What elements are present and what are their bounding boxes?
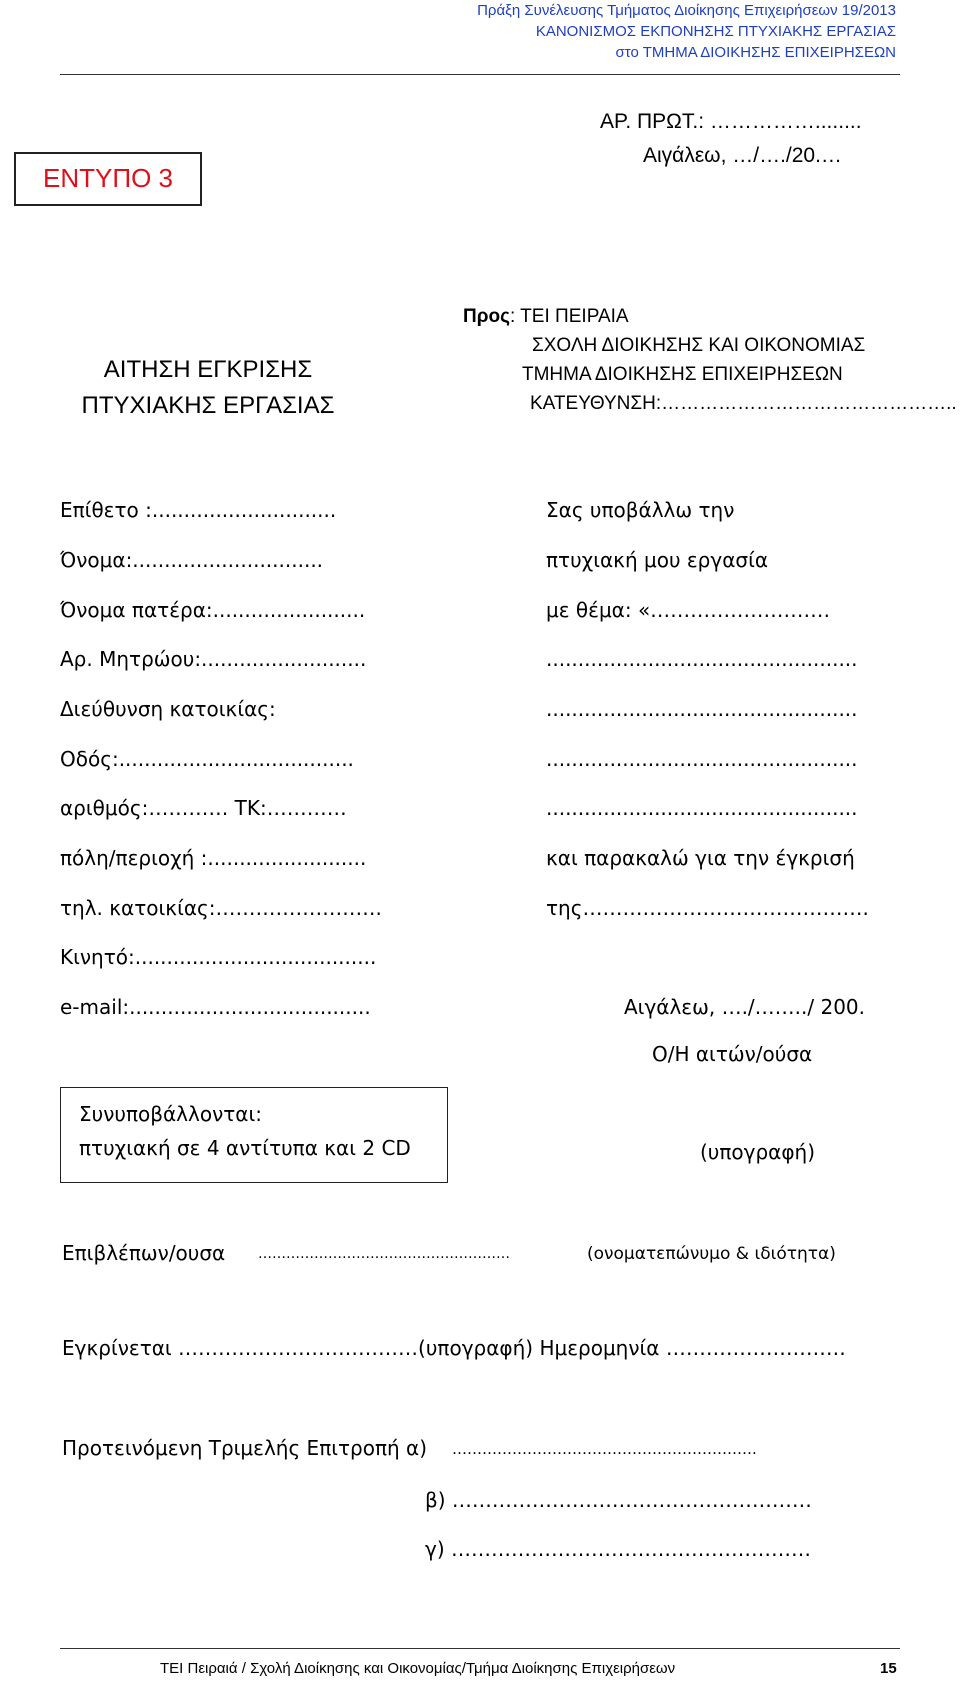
field-mobile: Κινητό:...................................... bbox=[60, 945, 377, 969]
request-line-3: με θέμα: «……………………… bbox=[546, 598, 831, 622]
header-line-2: ΚΑΝΟΝΙΣΜΟΣ ΕΚΠΟΝΗΣΗΣ ΠΤΥΧΙΑΚΗΣ ΕΡΓΑΣΙΑΣ bbox=[535, 23, 896, 40]
supervisor-label: Επιβλέπων/ουσα bbox=[62, 1241, 226, 1265]
form-label: ΕΝΤΥΠΟ 3 bbox=[42, 163, 174, 193]
field-email: e-mail:...................................... bbox=[60, 995, 371, 1019]
document-title bbox=[58, 352, 358, 424]
title-line-1: ΑΙΤΗΣΗ ΕΓΚΡΙΣΗΣ bbox=[103, 356, 313, 383]
protocol-date: Αιγάλεω, …/…./20.… bbox=[643, 144, 842, 167]
supervisor-hint: (ονοματεπώνυμο & ιδιότητα) bbox=[587, 1244, 836, 1264]
committee-member-b: β) ……………………………………………… bbox=[425, 1488, 812, 1512]
signature-placeholder: (υπογραφή) bbox=[700, 1140, 816, 1164]
field-surname: Επίθετο :............................. bbox=[60, 498, 337, 522]
recipient-institution: : ΤΕΙ ΠΕΙΡΑΙΑ bbox=[509, 306, 629, 327]
recipient-line-1 bbox=[463, 306, 629, 328]
field-address-label: Διεύθυνση κατοικίας: bbox=[60, 697, 276, 721]
committee-label: Προτεινόμενη Τριμελής Επιτροπή α) bbox=[62, 1436, 428, 1460]
field-registration-number: Αρ. Μητρώου:.......................... bbox=[60, 647, 367, 671]
signature-date: Αιγάλεω, …./……../ 200. bbox=[624, 995, 866, 1019]
field-city: πόλη/περιοχή :......................... bbox=[60, 846, 367, 870]
field-home-phone: τηλ. κατοικίας:……………………. bbox=[60, 896, 382, 920]
header-line-1: Πράξη Συνέλευσης Τμήματος Διοίκησης Επιχειρήσεων 19/2013 bbox=[477, 2, 896, 19]
request-line-7: ................................................. bbox=[546, 796, 858, 820]
attachments-detail: πτυχιακή σε 4 αντίτυπα και 2 CD bbox=[79, 1136, 411, 1160]
request-line-1: Σας υποβάλλω την bbox=[546, 498, 735, 522]
footer-rule bbox=[60, 1648, 900, 1649]
recipient-school: ΣΧΟΛΗ ΔΙΟΙΚΗΣΗΣ ΚΑΙ ΟΙΚΟΝΟΜΙΑΣ bbox=[532, 335, 866, 356]
title-line-2: ΠΤΥΧΙΑΚΗΣ ΕΡΓΑΣΙΑΣ bbox=[81, 392, 335, 419]
field-father-name: Όνομα πατέρα:........................ bbox=[60, 598, 366, 622]
request-line-2: πτυχιακή μου εργασία bbox=[546, 548, 769, 572]
footer-text: ΤΕΙ Πειραιά / Σχολή Διοίκησης και Οικονομίας/Τμήμα Διοίκησης Επιχειρήσεων bbox=[160, 1660, 676, 1677]
recipient-department: ΤΜΗΜΑ ΔΙΟΙΚΗΣΗΣ ΕΠΙΧΕΙΡΗΣΕΩΝ bbox=[522, 364, 843, 385]
page-number: 15 bbox=[880, 1660, 897, 1677]
request-line-8: και παρακαλώ για την έγκρισή bbox=[546, 846, 855, 870]
supervisor-dots: ……………………………………………… bbox=[258, 1246, 510, 1262]
field-number-postcode: αριθμός:………… ΤΚ:………… bbox=[60, 796, 347, 820]
field-name: Όνομα:.............................. bbox=[60, 548, 324, 572]
request-line-5: ................................................. bbox=[546, 697, 858, 721]
running-header bbox=[477, 0, 896, 63]
committee-member-c: γ) ……………………………………………… bbox=[425, 1537, 811, 1561]
applicant-label: Ο/Η αιτών/ούσα bbox=[652, 1042, 813, 1066]
protocol-number: ΑΡ. ΠΡΩΤ.: ……………........ bbox=[600, 110, 862, 133]
recipient-direction: ΚΑΤΕΥΘΥΝΣΗ:……………………………………….. bbox=[530, 393, 957, 414]
attachments-box bbox=[60, 1087, 448, 1183]
header-rule bbox=[60, 74, 900, 75]
form-label-box bbox=[14, 152, 202, 206]
request-line-4: ................................................. bbox=[546, 647, 858, 671]
request-line-6: ................................................. bbox=[546, 747, 858, 771]
committee-member-a: ……………………………………………………. bbox=[452, 1440, 757, 1458]
approval-line: Εγκρίνεται ………………………………(υπογραφή) Ημερομηνία ……………………… bbox=[62, 1336, 846, 1360]
field-street: Οδός:..................................... bbox=[60, 747, 354, 771]
recipient-label: Προς bbox=[463, 306, 510, 327]
attachments-label: Συνυποβάλλονται: bbox=[79, 1102, 262, 1126]
request-line-9: της……………………………………. bbox=[546, 896, 869, 920]
header-line-3: στο ΤΜΗΜΑ ΔΙΟΙΚΗΣΗΣ ΕΠΙΧΕΙΡΗΣΕΩΝ bbox=[615, 44, 896, 61]
